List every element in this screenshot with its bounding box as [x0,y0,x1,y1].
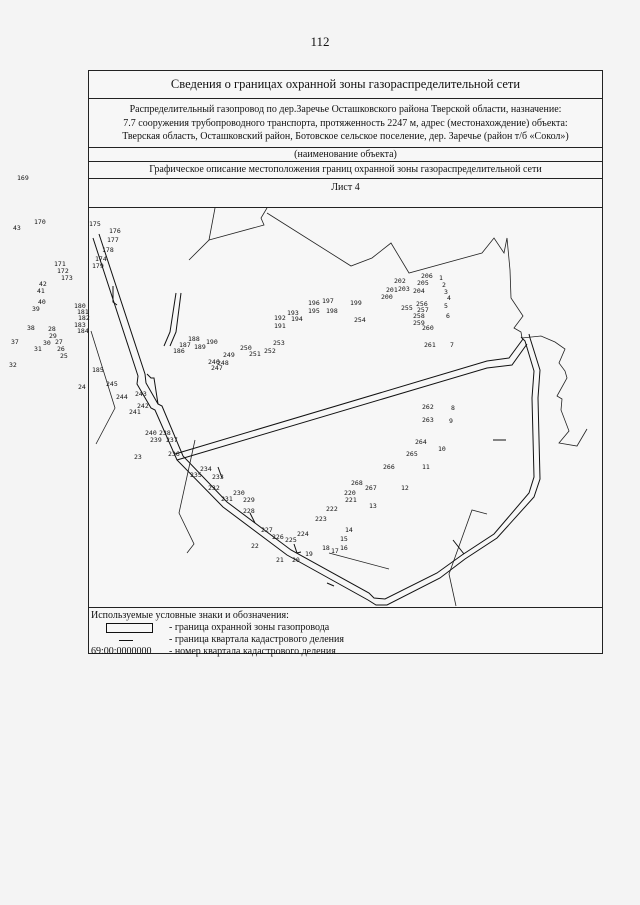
point-label-37: 37 [11,338,19,346]
naming-caption: (наименование объекта) [89,148,602,162]
point-label-227: 227 [261,526,273,534]
point-label-238: 238 [159,429,171,437]
cadastral-boundary-symbol [119,640,133,641]
point-label-3: 3 [444,288,448,296]
point-label-7: 7 [450,341,454,349]
point-label-194: 194 [291,315,303,323]
point-label-234: 234 [200,465,212,473]
cadastral-line [189,208,215,260]
description-line: Распределительный газопровод по дер.Заречье Осташковского района Тверской области, назначение: [129,104,562,115]
point-label-173: 173 [61,274,73,282]
object-description [89,99,602,148]
point-label-176: 176 [109,227,121,235]
zone-outline [93,238,540,605]
legend-text: - граница квартала кадастрового деления [169,634,344,645]
point-label-19: 19 [305,550,313,558]
point-label-255: 255 [401,304,413,312]
point-label-193: 193 [287,309,299,317]
point-label-22: 22 [251,542,259,550]
point-label-265: 265 [406,450,418,458]
point-label-201: 201 [386,286,398,294]
point-label-20: 20 [292,556,300,564]
legend-text: - номер квартала кадастрового деления [169,646,336,657]
protection-zone [93,234,540,605]
cadastral-number-example: 69:00:0000000 [91,646,152,657]
point-label-236: 236 [168,450,180,458]
point-label-228: 228 [243,507,255,515]
point-label-254: 254 [354,316,366,324]
point-label-244: 244 [116,393,128,401]
point-label-226: 226 [272,533,284,541]
point-label-241: 241 [129,408,141,416]
point-label-197: 197 [322,297,334,305]
point-label-2: 2 [442,281,446,289]
point-label-220: 220 [344,489,356,497]
point-label-30: 30 [43,339,51,347]
point-label-180: 180 [74,302,86,310]
point-label-205: 205 [417,279,429,287]
point-label-248: 248 [217,359,229,367]
legend-heading: Используемые условные знаки и обозначения: [91,610,289,621]
point-label-232: 232 [208,484,220,492]
point-label-261: 261 [424,341,436,349]
point-label-240: 240 [145,429,157,437]
point-label-263: 263 [422,416,434,424]
description-line: 7.7 сооружения трубопроводного транспорта, протяженность 2247 м, адрес (местонахождение) объекта: [123,117,568,129]
point-label-5: 5 [444,302,448,310]
document-sheet [9,70,603,657]
point-label-169: 169 [17,174,29,182]
point-label-4: 4 [447,294,451,302]
point-label-1: 1 [439,274,443,282]
point-label-239: 239 [150,436,162,444]
cadastral-boundaries [91,208,587,606]
legend-item-cadastral-boundary [91,634,602,646]
point-label-182: 182 [78,314,90,322]
sheet-label: Лист 4 [331,182,360,193]
point-label-41: 41 [37,287,45,295]
point-label-250: 250 [240,344,252,352]
point-label-179: 179 [92,262,104,270]
point-label-223: 223 [315,515,327,523]
cadastral-line [209,208,267,240]
point-label-43: 43 [13,224,21,232]
zone-outline [327,583,334,586]
point-label-187: 187 [179,341,191,349]
zone-outline [99,234,534,599]
point-label-39: 39 [32,305,40,313]
point-label-6: 6 [446,312,450,320]
point-label-12: 12 [401,484,409,492]
zone-outline [113,286,117,305]
point-label-246: 246 [208,358,220,366]
point-label-16: 16 [340,544,348,552]
description-line: Тверская область, Осташковский район, Ботовское сельское поселение, дер. Заречье (район т/б «Сокол») [122,131,569,142]
point-label-9: 9 [449,417,453,425]
point-label-231: 231 [221,495,233,503]
point-label-259: 259 [413,319,425,327]
point-label-195: 195 [308,307,320,315]
point-label-206: 206 [421,272,433,280]
point-label-25: 25 [60,352,68,360]
point-label-252: 252 [264,347,276,355]
point-label-183: 183 [74,321,86,329]
point-label-189: 189 [194,343,206,351]
point-label-235: 235 [190,471,202,479]
point-label-230: 230 [233,489,245,497]
point-label-267: 267 [365,484,377,492]
point-label-200: 200 [381,293,393,301]
legend [89,607,602,657]
point-label-17: 17 [331,547,339,555]
point-label-242: 242 [137,402,149,410]
point-label-256: 256 [416,300,428,308]
point-label-258: 258 [413,312,425,320]
point-label-243: 243 [135,390,147,398]
point-label-11: 11 [422,463,430,471]
point-label-185: 185 [92,366,104,374]
point-label-191: 191 [274,322,286,330]
point-label-170: 170 [34,218,46,226]
point-label-184: 184 [77,327,89,335]
point-label-174: 174 [95,255,107,263]
point-label-24: 24 [78,383,86,391]
point-label-225: 225 [285,536,297,544]
point-label-249: 249 [223,351,235,359]
point-label-18: 18 [322,544,330,552]
point-label-247: 247 [211,364,223,372]
page-number: 112 [310,34,330,49]
point-label-245: 245 [106,380,118,388]
point-label-28: 28 [48,325,56,333]
point-label-192: 192 [274,314,286,322]
point-label-268: 268 [351,479,363,487]
point-label-188: 188 [188,335,200,343]
legend-item-cadastral-number [91,646,602,658]
point-label-13: 13 [369,502,377,510]
point-label-266: 266 [383,463,395,471]
point-label-175: 175 [89,220,101,228]
document-title: Сведения о границах охранной зоны газораспределительной сети [89,71,602,99]
point-label-221: 221 [345,496,357,504]
point-label-40: 40 [38,298,46,306]
point-label-202: 202 [394,277,406,285]
zone-outline [294,544,301,553]
point-label-181: 181 [77,308,89,316]
cadastral-line [449,510,487,606]
zone-outline [453,540,464,554]
point-label-260: 260 [422,324,434,332]
point-label-31: 31 [34,345,42,353]
point-label-171: 171 [54,260,66,268]
point-label-262: 262 [422,403,434,411]
cadastral-line [329,553,389,569]
point-label-8: 8 [451,404,455,412]
point-label-251: 251 [249,350,261,358]
point-label-233: 233 [212,473,224,481]
point-label-27: 27 [55,338,63,346]
point-label-199: 199 [350,299,362,307]
point-label-14: 14 [345,526,353,534]
point-label-21: 21 [276,556,284,564]
point-label-203: 203 [398,285,410,293]
zone-outline [147,374,158,404]
point-label-229: 229 [243,496,255,504]
point-label-237: 237 [166,436,178,444]
graphic-caption: Графическое описание местоположения границ охранной зоны газораспределительной сети [89,162,602,179]
point-label-15: 15 [340,535,348,543]
point-label-257: 257 [417,306,429,314]
point-label-190: 190 [206,338,218,346]
point-label-42: 42 [39,280,47,288]
point-label-222: 222 [326,505,338,513]
point-label-172: 172 [57,267,69,275]
point-label-29: 29 [49,332,57,340]
legend-text: - граница охранной зоны газопровода [169,622,330,633]
point-label-32: 32 [9,361,17,369]
point-label-10: 10 [438,445,446,453]
point-label-224: 224 [297,530,309,538]
point-label-204: 204 [413,287,425,295]
zone-boundary-symbol [106,623,153,633]
point-label-26: 26 [57,345,65,353]
point-label-38: 38 [27,324,35,332]
point-label-196: 196 [308,299,320,307]
point-label-198: 198 [326,307,338,315]
zone-outline [164,293,176,346]
point-label-186: 186 [173,347,185,355]
point-label-253: 253 [273,339,285,347]
point-label-23: 23 [134,453,142,461]
zone-outline [177,344,527,460]
point-label-178: 178 [102,246,114,254]
point-label-264: 264 [415,438,427,446]
point-label-177: 177 [107,236,119,244]
legend-item-zone-boundary [91,622,602,634]
